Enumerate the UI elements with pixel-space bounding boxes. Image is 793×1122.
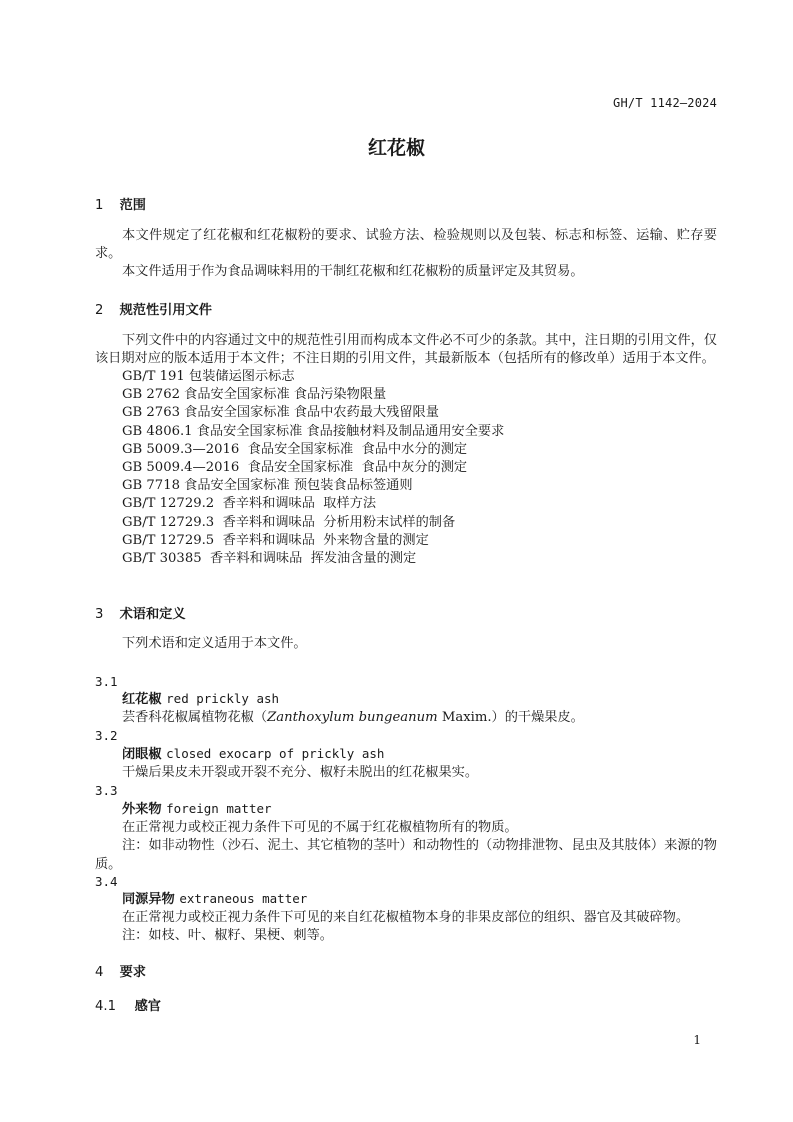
section-2-body (95, 332, 717, 568)
section-4-1-heading (95, 995, 161, 1014)
term-name-cn: 外来物 (122, 802, 162, 817)
section-number: 1 (95, 198, 104, 213)
term-3-4 (95, 890, 717, 946)
term-name-cn: 红花椒 (122, 692, 162, 707)
term-name (95, 890, 717, 909)
section-number: 4.1 (95, 999, 116, 1014)
term-note: 注：如枝、叶、椒籽、果梗、刺等。 (122, 928, 333, 944)
term-number: 3.1 (95, 674, 118, 689)
paragraph: 本文件规定了红花椒和红花椒粉的要求、试验方法、检验规则以及包装、标志和标签、运输、贮存要求。 (95, 228, 717, 261)
term-name-en: extraneous matter (179, 891, 308, 906)
document-title: 红花椒 (367, 137, 425, 159)
reference-item: GB/T 191 包装储运图示标志 (122, 369, 295, 384)
section-title: 规范性引用文件 (119, 303, 212, 318)
paragraph: 下列文件中的内容通过文中的规范性引用而构成本文件必不可少的条款。其中，注日期的引用文件，仅该日期对应的版本适用于本文件；不注日期的引用文件，其最新版本（包括所有的修改单）适用于本文件。 (95, 333, 717, 366)
term-name (95, 800, 717, 819)
term-name-en: closed exocarp of prickly ash (166, 746, 385, 761)
section-title: 要求 (119, 965, 146, 980)
reference-item: GB 5009.3—2016 食品安全国家标准 食品中水分的测定 (122, 441, 468, 457)
term-name-en: red prickly ash (166, 691, 280, 706)
section-number: 4 (95, 965, 104, 980)
section-title: 感官 (134, 999, 161, 1014)
reference-item: GB/T 12729.5 香辛料和调味品 外来物含量的测定 (122, 532, 429, 548)
reference-item: GB/T 12729.3 香辛料和调味品 分析用粉末试样的制备 (122, 514, 456, 530)
term-number: 3.4 (95, 874, 118, 889)
section-number: 2 (95, 303, 104, 318)
section-3-heading (95, 603, 186, 622)
section-4-heading (95, 961, 146, 980)
section-number: 3 (95, 607, 104, 622)
section-1-body (95, 227, 717, 281)
term-name (95, 690, 717, 709)
section-3-intro (95, 635, 717, 653)
reference-item: GB 2762 食品安全国家标准 食品污染物限量 (122, 387, 387, 403)
term-number: 3.2 (95, 728, 118, 743)
paragraph: 本文件适用于作为食品调味料用的干制红花椒和红花椒粉的质量评定及其贸易。 (122, 264, 584, 279)
latin-name: Zanthoxylum bungeanum (267, 710, 438, 726)
term-definition (95, 709, 717, 727)
page-number: 1 (693, 1033, 701, 1047)
definition-text: 芸香科花椒属植物花椒（ (122, 710, 268, 726)
section-1-heading (95, 194, 146, 213)
term-number: 3.3 (95, 783, 118, 798)
definition-text: Maxim.）的干燥果皮。 (437, 710, 584, 726)
term-note: 注：如非动物性（沙石、泥土、其它植物的茎叶）和动物性的（动物排泄物、昆虫及其肢体）来源的物质。 (95, 838, 717, 872)
term-3-3 (95, 800, 717, 874)
term-3-1 (95, 690, 717, 727)
term-3-2 (95, 745, 717, 782)
reference-item: GB 2763 食品安全国家标准 食品中农药最大残留限量 (122, 405, 439, 421)
term-name-cn: 同源异物 (122, 892, 175, 907)
reference-item: GB/T 12729.2 香辛料和调味品 取样方法 (122, 496, 377, 512)
term-definition: 干燥后果皮未开裂或开裂不充分、椒籽未脱出的红花椒果实。 (122, 765, 479, 781)
section-title: 范围 (119, 198, 146, 213)
paragraph: 下列术语和定义适用于本文件。 (122, 636, 307, 651)
section-title: 术语和定义 (119, 607, 186, 622)
section-2-heading (95, 299, 212, 318)
standard-code: GH/T 1142—2024 (613, 96, 717, 110)
reference-item: GB 5009.4—2016 食品安全国家标准 食品中灰分的测定 (122, 460, 468, 476)
term-definition: 在正常视力或校正视力条件下可见的不属于红花椒植物所有的物质。 (122, 820, 518, 836)
reference-item: GB 7718 食品安全国家标准 预包装食品标签通则 (122, 478, 413, 494)
reference-item: GB/T 30385 香辛料和调味品 挥发油含量的测定 (122, 551, 417, 567)
term-definition: 在正常视力或校正视力条件下可见的来自红花椒植物本身的非果皮部位的组织、器官及其破碎物。 (122, 910, 690, 926)
term-name-en: foreign matter (166, 801, 272, 816)
term-name (95, 745, 717, 764)
reference-item: GB 4806.1 食品安全国家标准 食品接触材料及制品通用安全要求 (122, 423, 505, 439)
term-name-cn: 闭眼椒 (122, 747, 162, 762)
